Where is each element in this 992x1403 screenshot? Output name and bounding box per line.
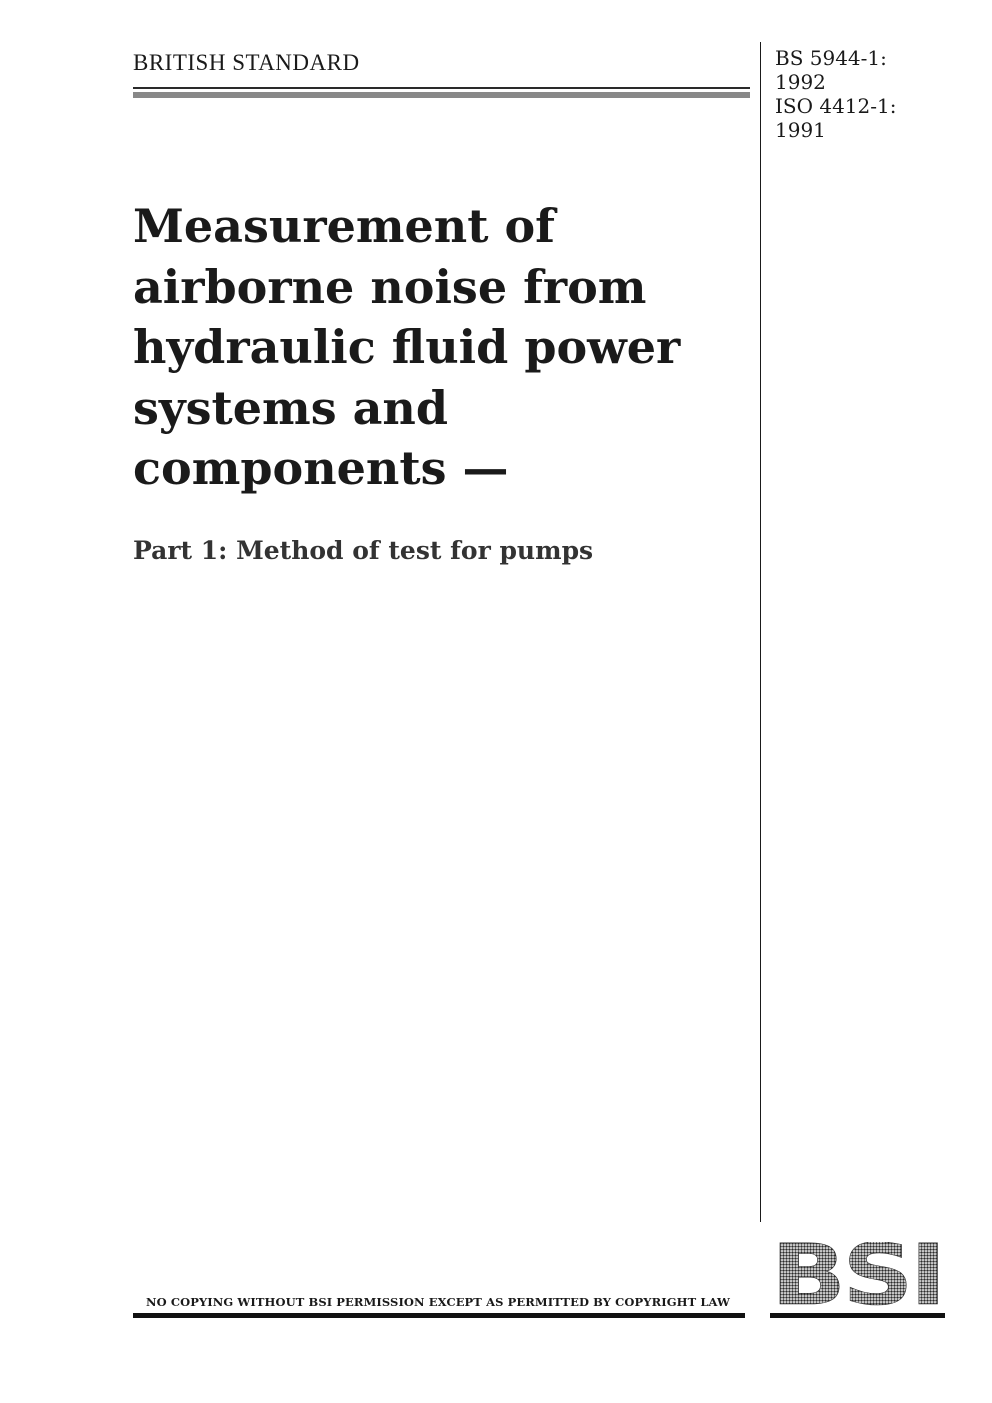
document-title	[133, 196, 743, 499]
part-title: Part 1: Method of test for pumps	[133, 536, 594, 565]
title-line: systems and	[133, 380, 449, 435]
title-line: components —	[133, 441, 509, 495]
title-line: hydraulic fluid power	[133, 320, 681, 374]
bsi-logo-text: BSI	[771, 1242, 943, 1308]
footer-rule	[133, 1313, 745, 1318]
logo-rule	[770, 1313, 945, 1318]
bs-year: 1992	[775, 70, 826, 94]
bsi-logo	[770, 1242, 945, 1308]
title-line: Measurement of	[133, 199, 555, 253]
iso-year: 1991	[775, 118, 826, 142]
copyright-notice: NO COPYING WITHOUT BSI PERMISSION EXCEPT AS PERMITTED BY COPYRIGHT LAW	[146, 1295, 731, 1309]
header-rule-thick	[133, 92, 750, 98]
standard-label: BRITISH STANDARD	[133, 50, 360, 75]
reference-numbers	[775, 46, 896, 142]
iso-number: ISO 4412-1:	[775, 94, 897, 118]
vertical-divider	[760, 42, 761, 1222]
bs-number: BS 5944-1:	[775, 46, 887, 70]
header-rule-thin	[133, 87, 750, 89]
title-line: airborne noise from	[133, 259, 647, 314]
